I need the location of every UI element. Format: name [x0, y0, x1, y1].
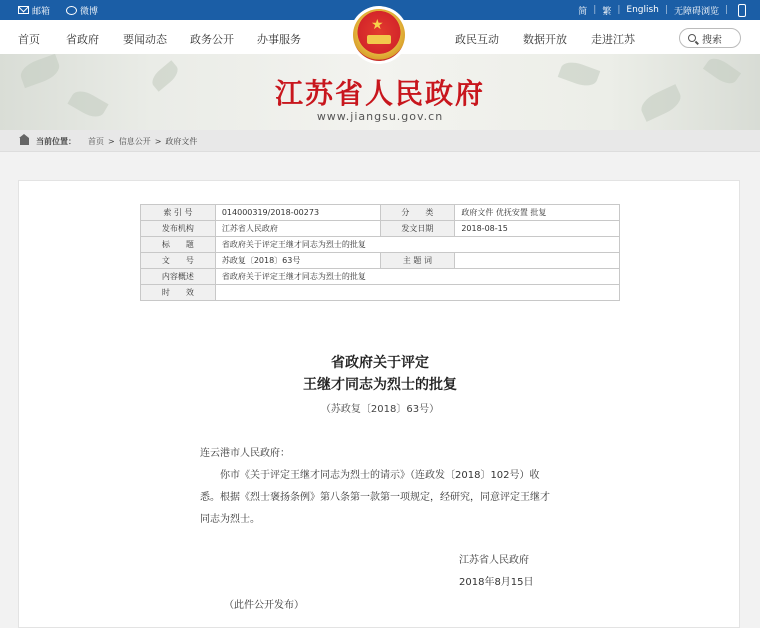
date-value: 2018-08-15 [455, 221, 620, 237]
table-row [141, 269, 620, 285]
breadcrumb-docs-link[interactable]: 政府文件 [165, 137, 198, 146]
header-banner [0, 54, 760, 130]
validity-value [215, 285, 619, 301]
search-label: 搜索 [702, 34, 722, 46]
issuer-label: 发布机构 [141, 221, 216, 237]
divider: | [664, 5, 668, 15]
document-title-line1: 省政府关于评定 [331, 355, 429, 371]
accessible-link[interactable]: 无障碍浏览 [673, 6, 719, 17]
divider: | [617, 5, 621, 15]
weibo-icon [66, 6, 77, 15]
body-paragraph-line3: 同志为烈士。 [200, 514, 260, 525]
site-url: www.jiangsu.gov.cn [316, 110, 444, 123]
weibo-link[interactable] [66, 4, 98, 17]
nav-item-news[interactable]: 要闻动态 [123, 33, 167, 46]
breadcrumb-separator: > [108, 137, 115, 146]
breadcrumb [0, 130, 760, 152]
sign-date: 2018年8月15日 [459, 577, 534, 588]
search-icon [688, 34, 696, 42]
docno-label: 文 号 [141, 253, 216, 269]
national-emblem-logo[interactable] [350, 6, 408, 64]
site-title: 江苏省人民政府 [274, 77, 485, 110]
nav-item-province-gov[interactable]: 省政府 [66, 33, 99, 46]
index-value: 014000319/2018-00273 [215, 205, 380, 221]
body-paragraph-line2: 悉。根据《烈士褒扬条例》第八条第一款第一项规定，经研究，同意评定王继才 [200, 492, 550, 503]
breadcrumb-separator: > [154, 137, 162, 146]
summary-label: 内容概述 [141, 269, 216, 285]
table-row [141, 205, 620, 221]
body-paragraph-line1: 你市《关于评定王继才同志为烈士的请示》（连政发〔2018〕102号）收 [220, 470, 540, 481]
table-row [141, 253, 620, 269]
publication-note: （此件公开发布） [224, 600, 304, 611]
table-row [141, 285, 620, 301]
search-button[interactable] [679, 28, 741, 48]
document-number: （苏政复〔2018〕63号） [320, 404, 440, 415]
addressee: 连云港市人民政府： [200, 448, 290, 459]
date-label: 发文日期 [380, 221, 455, 237]
nav-item-about-jiangsu[interactable]: 走进江苏 [591, 33, 635, 46]
table-row [141, 237, 620, 253]
nav-item-home[interactable]: 首页 [18, 33, 40, 46]
signature: 江苏省人民政府 [459, 555, 529, 566]
breadcrumb-info-link[interactable]: 信息公开 [118, 137, 151, 146]
nav-item-open-data[interactable]: 数据开放 [523, 33, 567, 46]
mail-label: 邮箱 [32, 6, 51, 17]
breadcrumb-label: 当前位置： [36, 137, 76, 146]
nav-item-interaction[interactable]: 政民互动 [455, 33, 499, 46]
issuer-value: 江苏省人民政府 [215, 221, 380, 237]
keywords-label: 主 题 词 [380, 253, 455, 269]
lang-traditional-link[interactable]: 繁 [602, 6, 612, 17]
lang-simplified-link[interactable]: 简 [578, 6, 588, 17]
divider: | [724, 5, 728, 15]
nav-item-gov-affairs[interactable]: 政务公开 [190, 33, 234, 46]
document-meta-table [140, 204, 620, 301]
emblem-icon [353, 9, 405, 61]
mobile-icon[interactable] [738, 4, 746, 17]
home-icon [20, 138, 29, 145]
breadcrumb-home-link[interactable]: 首页 [88, 137, 104, 146]
weibo-label: 微博 [80, 6, 99, 17]
category-label: 分 类 [380, 205, 455, 221]
lang-english-link[interactable]: English [626, 5, 659, 15]
title-value: 省政府关于评定王继才同志为烈士的批复 [215, 237, 619, 253]
table-row [141, 221, 620, 237]
nav-item-services[interactable]: 办事服务 [257, 33, 301, 46]
divider: | [593, 5, 597, 15]
title-label: 标 题 [141, 237, 216, 253]
keywords-value [455, 253, 620, 269]
docno-value: 苏政复〔2018〕63号 [215, 253, 380, 269]
index-label: 索 引 号 [141, 205, 216, 221]
mail-link[interactable] [18, 4, 50, 17]
summary-value: 省政府关于评定王继才同志为烈士的批复 [215, 269, 619, 285]
mail-icon [18, 6, 29, 14]
category-value: 政府文件 优抚安置 批复 [455, 205, 620, 221]
document-title-line2: 王继才同志为烈士的批复 [303, 377, 457, 393]
validity-label: 时 效 [141, 285, 216, 301]
